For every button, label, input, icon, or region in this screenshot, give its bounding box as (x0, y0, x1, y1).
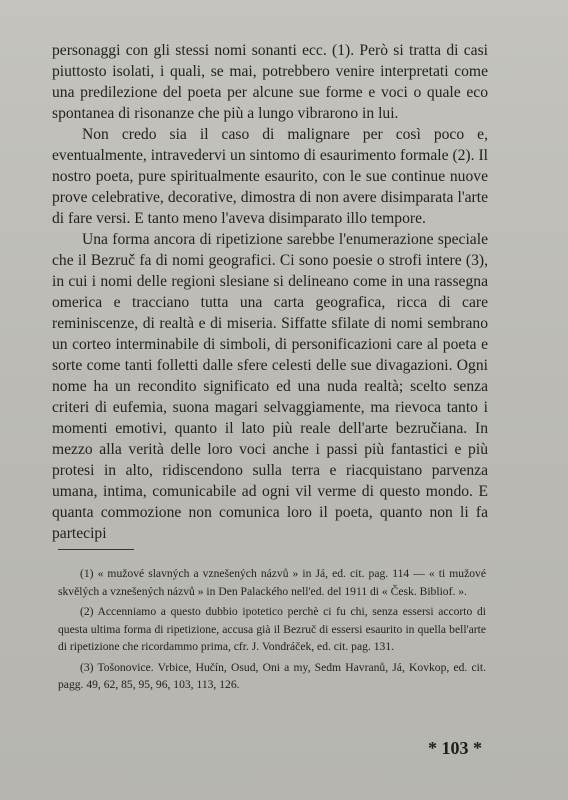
footnote-1: (1) « mužové slavných a vznešených názvů » in Já, ed. cit. pag. 114 — « ti mužové skvělých a vznešených názvů » in Den Palackého nell'ed. del 1911 di « Česk. Bibliof. ». (58, 567, 486, 598)
footnote-divider (58, 549, 134, 550)
paragraph-3: Una forma ancora di ripetizione sarebbe l'enumerazione speciale che il Bezruč fa di nomi geografici. Ci sono poesie o strofi intere (3), in cui i nomi delle regioni slesiane si delineano come in una rassegna omerica e tracciano tutta una carta geografica, ricca di care reminiscenze, di realtà e di miseria. Siffatte sfilate di nomi sembrano un corteo interminabile di simboli, di personificazioni care al poeta e sorte come tanti folletti dalle sfere celesti delle sue divagazioni. Ogni nome ha un recondito significato ed una nuda realtà; scelto senza criteri di eufemia, suona magari selvaggiamente, ma rievoca tanto i momenti emotivi, quanto il lato più reale dell'arte bezručiana. In mezzo alla verità delle loro voci anche i passi più fantastici e più protesi in alto, ridiscendono sulla terra e riacquistano parvenza umana, intima, comunicabile ad ogni vil verme di questo mondo. E quanta commozione non comunica loro il poeta, quanto non li fa partecipi (52, 231, 488, 542)
paragraph-1: personaggi con gli stessi nomi sonanti ecc. (1). Però si tratta di casi piuttosto isolati, i quali, se mai, potrebbero venire interpretati come una predilezione del poeta per alcune sue forme e voci o quale eco spontanea di risonanze che più a lungo vibrarono in lui. (52, 42, 488, 122)
footnotes (58, 565, 486, 697)
paragraph-2: Non credo sia il caso di malignare per così poco e, eventualmente, intravedervi un sintomo di esaurimento formale (2). Il nostro poeta, pure spiritualmente esaurito, con le sue continue nuove prove celebrative, decorative, dimostra di non avere disimparata l'arte di fare versi. E tanto meno l'aveva disimparato illo tempore. (52, 126, 488, 227)
footnote-2: (2) Accenniamo a questo dubbio ipotetico perchè ci fu chi, senza essersi accorto di questa ultima forma di ripetizione, accusa già il Bezruč di essersi esaurito in quella bell'arte di ripetizione che ricordammo prima, cfr. J. Vondráček, ed. cit. pag. 131. (58, 605, 486, 653)
footnote-3: (3) Tošonovice. Vrbice, Hučín, Osud, Oni a my, Sedm Havranů, Já, Kovkop, ed. cit. pagg. 49, 62, 85, 95, 96, 103, 113, 126. (58, 660, 486, 691)
body-text (52, 40, 488, 544)
page-number: * 103 * (428, 738, 482, 758)
